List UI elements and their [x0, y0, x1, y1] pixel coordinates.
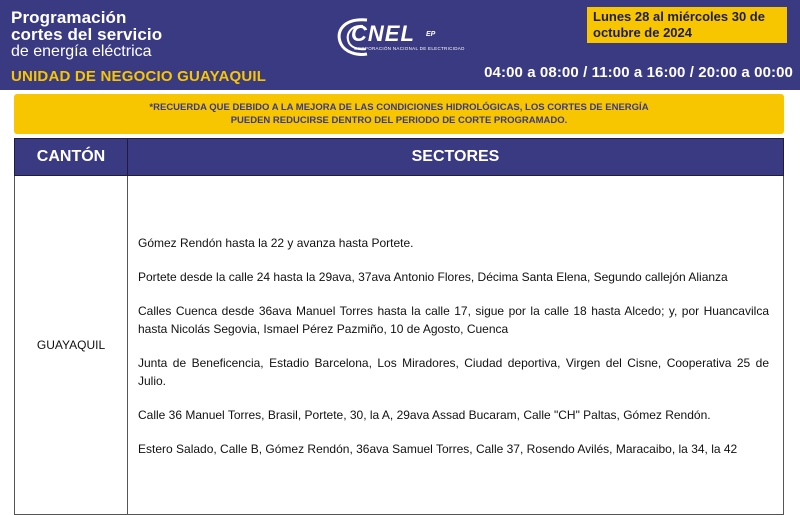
page-title	[11, 9, 162, 60]
outage-schedule-table	[14, 138, 784, 515]
sector-item: Gómez Rendón hasta la 22 y avanza hasta Portete.	[138, 236, 414, 250]
canton-cell: GUAYAQUIL	[15, 176, 128, 515]
sectors-cell	[128, 176, 784, 515]
sector-item: Estero Salado, Calle B, Gómez Rendón, 36ava Samuel Torres, Calle 37, Rosendo Avilés, Maracaibo, la 34, la 42	[138, 442, 738, 456]
sector-item: Portete desde la calle 24 hasta la 29ava, 37ava Antonio Flores, Décima Santa Elena, Segundo callejón Alianza	[138, 270, 728, 284]
logo-subtitle: CORPORACIÓN NACIONAL DE ELECTRICIDAD	[354, 46, 465, 51]
column-header-canton: CANTÓN	[15, 139, 128, 176]
header-banner	[0, 0, 800, 90]
sector-item: Junta de Beneficencia, Estadio Barcelona, Los Miradores, Ciudad deportiva, Virgen del Cisne, Cooperativa 25 de Julio.	[138, 356, 769, 388]
business-unit-label: UNIDAD DE NEGOCIO GUAYAQUIL	[11, 68, 267, 85]
outage-hours: 04:00 a 08:00 / 11:00 a 16:00 / 20:00 a 00:00	[484, 64, 793, 81]
logo-text: CNEL	[351, 21, 415, 46]
column-header-sectors: SECTORES	[128, 139, 784, 176]
notice-line-1: *RECUERDA QUE DEBIDO A LA MEJORA DE LAS CONDICIONES HIDROLÓGICAS, LOS CORTES DE ENERGÍA	[149, 102, 649, 113]
title-line-2: cortes del servicio	[11, 25, 163, 44]
cnel-logo	[333, 16, 483, 60]
table-row	[15, 176, 784, 515]
logo-suffix: EP	[426, 31, 436, 38]
sector-item: Calle 36 Manuel Torres, Brasil, Portete, 30, la A, 29ava Assad Bucaram, Calle "CH" Paltas, Gómez Rendón.	[138, 408, 711, 422]
sector-item: Calles Cuenca desde 36ava Manuel Torres hasta la calle 17, sigue por la calle 18 hasta Alcedo; y, por Huancavilca hasta Nicolás Segovia, Ismael Pérez Pazmiño, 10 de Agosto, Cuenca	[138, 304, 769, 336]
notice-line-2: PUEDEN REDUCIRSE DENTRO DEL PERIODO DE CORTE PROGRAMADO.	[230, 115, 568, 126]
title-line-3: de energía eléctrica	[11, 43, 152, 60]
table-header-row	[15, 139, 784, 176]
date-range-badge: Lunes 28 al miércoles 30 de octubre de 2024	[587, 7, 787, 43]
title-line-1: Programación	[11, 8, 127, 27]
hydrology-notice	[14, 94, 784, 134]
